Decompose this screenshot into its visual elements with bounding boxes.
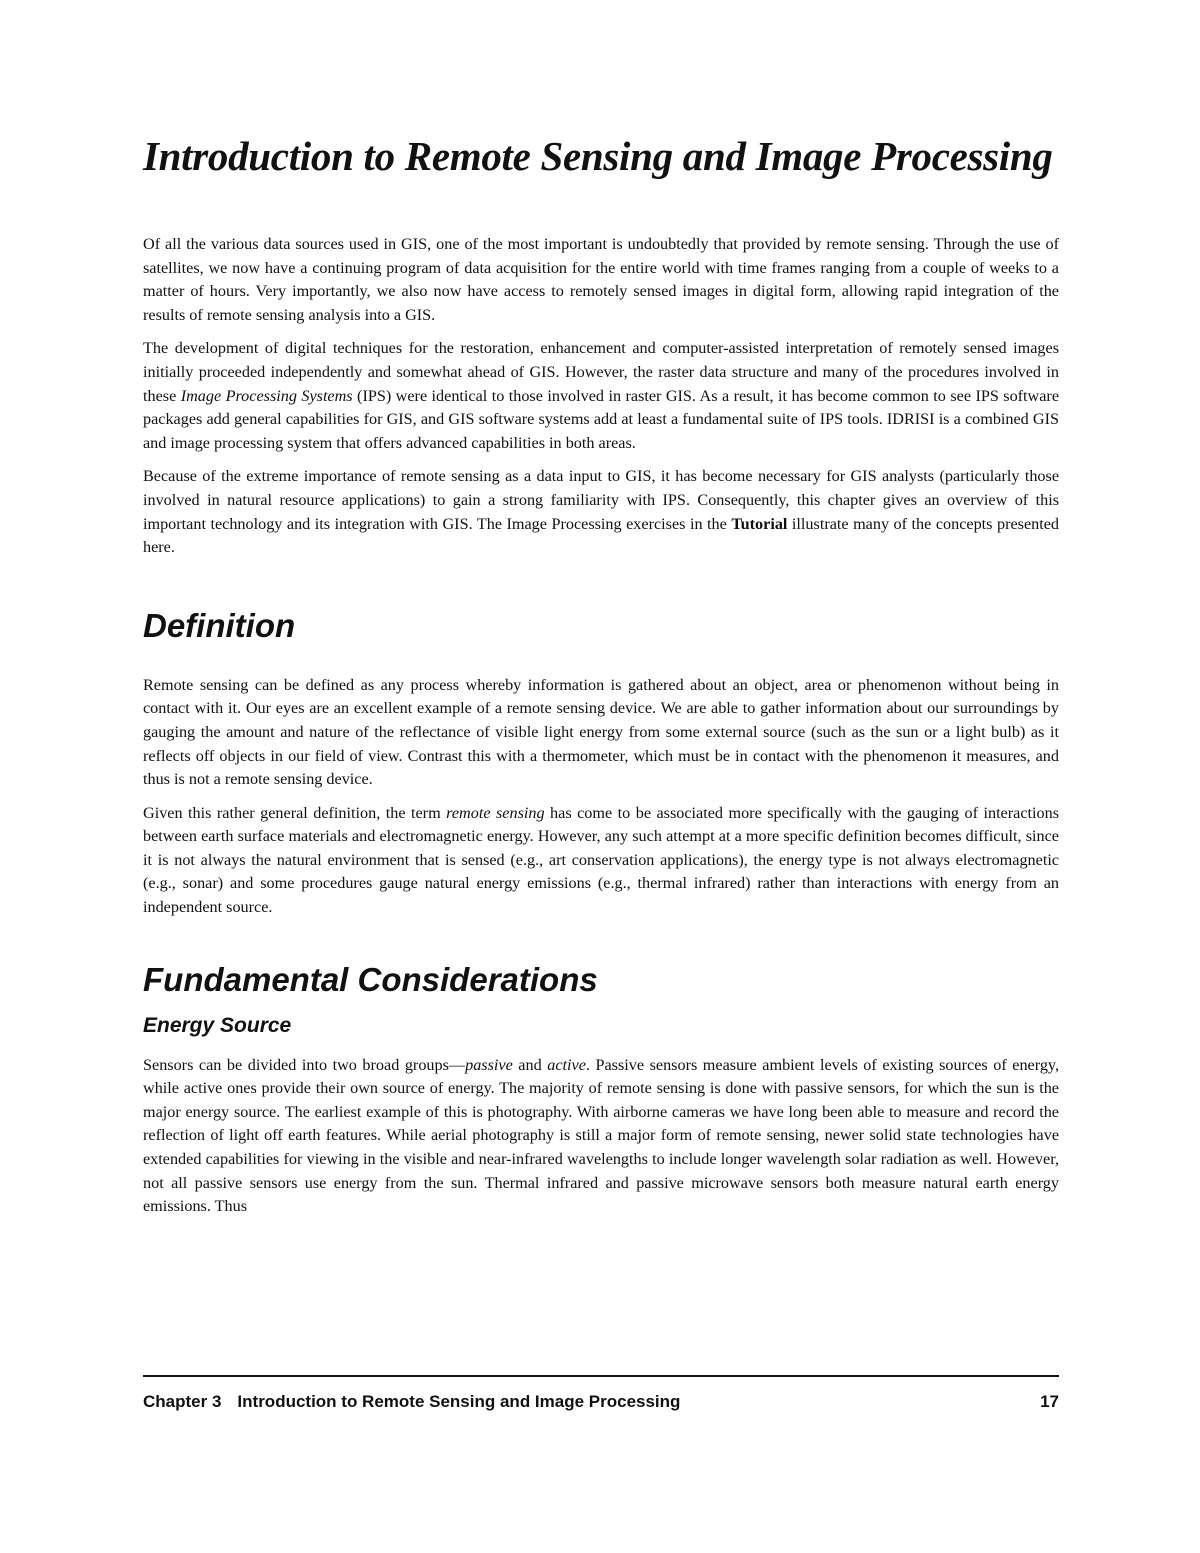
emphasis-term: active xyxy=(547,1055,586,1074)
emphasis-term: Image Processing Systems xyxy=(180,386,353,405)
intro-paragraph-2 xyxy=(143,337,1059,455)
footer-chapter-number: Chapter 3 xyxy=(143,1392,222,1411)
page-content xyxy=(143,128,1059,1229)
definition-paragraph-2 xyxy=(143,802,1059,920)
intro-paragraph-1: Of all the various data sources used in GIS, one of the most important is undoubtedly that provided by remote sensing. Through the use of satellites, we now have a continuing program of data acquisition for the entire world with time frames ranging from a couple of weeks to a matter of hours. Very importantly, we also now have access to remotely sensed images in digital form, allowing rapid integration of the results of remote sensing analysis into a GIS. xyxy=(143,235,1059,324)
text-run: Given this rather general definition, the term xyxy=(143,803,447,822)
footer-chapter-title: Introduction to Remote Sensing and Image Processing xyxy=(237,1392,681,1411)
footer-rule xyxy=(143,1375,1059,1377)
section-heading-fundamental: Fundamental Considerations xyxy=(143,960,598,998)
intro-paragraph-3 xyxy=(143,465,1059,559)
section-heading-definition: Definition xyxy=(143,606,296,644)
emphasis-term: passive xyxy=(465,1055,513,1074)
text-run: The development of digital techniques for the restoration, enhancement and computer-assisted interpretation of remotely sensed images initially proceeded independently and somewhat ahead of GIS. However, the raster data structure and many of the procedures involved in these xyxy=(143,339,1059,405)
definition-paragraph-1: Remote sensing can be defined as any process whereby information is gathered about an object, area or phenomenon without being in contact with it. Our eyes are an excellent example of a remote sensing device. We are able to gather information about our surroundings by gauging the amount and nature of the reflectance of visible light energy from some external source (such as the sun or a light bulb) as it reflects off objects in our field of view. Contrast this with a thermometer, which must be in contact with the phenomenon it measures, and thus is not a remote sensing device. xyxy=(143,675,1059,789)
text-run: . Passive sensors measure ambient levels of existing sources of energy, while active ones provide their own source of energy. The majority of remote sensing is done with passive sensors, for which the sun is the major energy source. The earliest example of this is photography. With airborne cameras we have long been able to measure and record the reflection of light off earth features. While aerial photography is still a major form of remote sensing, newer solid state technologies have extended capabilities for viewing in the visible and near-infrared wavelengths to include longer wavelength solar radiation as well. However, not all passive sensors use energy from the sun. Thermal infrared and passive microwave sensors both measure natural earth energy emissions. Thus xyxy=(143,1055,1060,1216)
subsection-heading-energy-source: Energy Source xyxy=(143,1013,292,1037)
page-number: 17 xyxy=(1040,1392,1059,1411)
emphasis-term: remote sensing xyxy=(446,803,545,822)
text-run: and xyxy=(512,1055,548,1074)
page-footer xyxy=(143,1390,1059,1414)
energy-source-paragraph-1 xyxy=(143,1054,1059,1219)
text-run: Sensors can be divided into two broad groups— xyxy=(143,1055,466,1074)
chapter-title: Introduction to Remote Sensing and Image Processing xyxy=(143,133,1053,179)
text-run: (IPS) were identical to those involved in raster GIS. As a result, it has become common to see IPS software packages add general capabilities for GIS, and GIS software systems add at least a fundamental suite of IPS tools. IDRISI is a combined GIS and image processing system that offers advanced capabilities in both areas. xyxy=(143,386,1060,452)
text-run: has come to be associated more specifically with the gauging of interactions between earth surface materials and electromagnetic energy. However, any such attempt at a more specific definition becomes difficult, since it is not always the natural environment that is sensed (e.g., art conservation applications), the energy type is not always electromagnetic (e.g., sonar) and some procedures gauge natural energy emissions (e.g., thermal infrared) rather than interactions with energy from an independent source. xyxy=(143,803,1059,917)
footer-running-head xyxy=(143,1390,680,1414)
bold-term: Tutorial xyxy=(731,514,788,533)
text-run: Because of the extreme importance of remote sensing as a data input to GIS, it has become necessary for GIS analysts (particularly those involved in natural resource applications) to gain a strong familiarity with IPS. Consequently, this chapter gives an overview of this important technology and its integration with GIS. The Image Processing exercises in the xyxy=(143,467,1059,533)
text-run: illustrate many of the concepts presented here. xyxy=(143,514,1059,557)
